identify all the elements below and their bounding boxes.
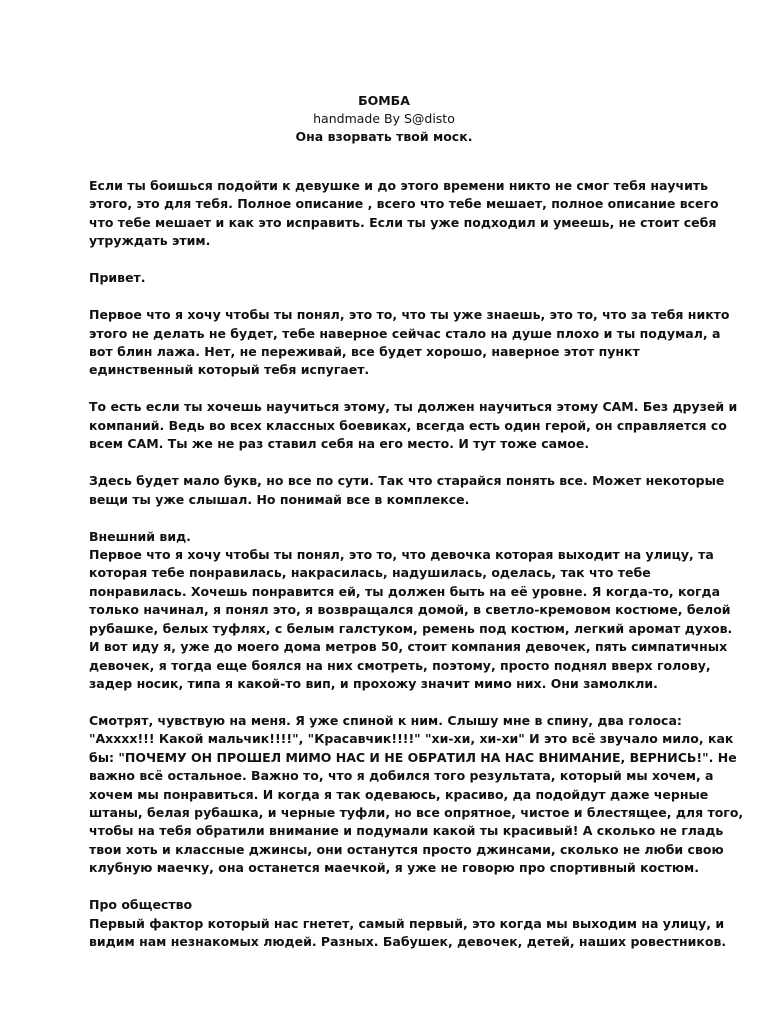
text-line: Про общество (89, 897, 193, 913)
document-body (89, 177, 744, 970)
text-line: Первый фактор который нас гнетет, самый первый, это когда мы выходим на улицу, и (89, 915, 725, 931)
text-line: Если ты боишься подойти к девушке и до этого времени никто не смог тебя научить (89, 178, 709, 193)
document-header (0, 92, 768, 146)
text-line: всем САМ. Ты же не раз ставил себя на его место. И тут тоже самое. (89, 436, 590, 452)
paragraph (89, 398, 738, 453)
text-line: понравилась. Хочешь понравится ей, ты должен быть на её уровне. Я когда-то, когда (89, 583, 721, 599)
text-line: клубную маечку, она останется маечкой, я уже не говорю про спортивный костюм. (89, 860, 699, 876)
paragraph (89, 269, 689, 287)
text-line: штаны, белая рубашка, и черные туфли, но все опрятное, чистое и блестящее, для того, (89, 804, 744, 820)
text-line: только начинал, я понял это, я возвращался домой, в светло-кремовом костюме, белой (89, 602, 731, 618)
text-line: вещи ты уже слышал. Но понимай все в комплексе. (89, 491, 470, 507)
document-title: БОМБА (358, 93, 410, 108)
text-line: видим нам незнакомых людей. Разных. Бабушек, девочек, детей, наших ровестников. (89, 933, 727, 949)
text-line: "Ахххх!!! Какой мальчик!!!!", "Красавчик!!!!" "хи-хи, хи-хи" И это всё звучало мило, как (89, 731, 734, 747)
text-line: вот блин лажа. Нет, не переживай, все будет хорошо, наверное этот пункт (89, 344, 640, 360)
document-tagline: Она взорвать твой моск. (295, 129, 473, 144)
text-line: То есть если ты хочешь научиться этому, ты должен научиться этому САМ. Без друзей и (89, 399, 738, 415)
text-line: утруждать этим. (89, 233, 211, 249)
text-line: И вот иду я, уже до моего дома метров 50, стоит компания девочек, пять симпатичных (89, 639, 728, 655)
text-line: компаний. Ведь во всех классных боевиках, всегда есть один герой, он справляется со (89, 417, 727, 433)
paragraph (89, 306, 730, 380)
text-line: этого, это для тебя. Полное описание , всего что тебе мешает, полное описание всего (89, 196, 719, 212)
text-line: Первое что я хочу чтобы ты понял, это то, что девочка которая выходит на улицу, та (89, 547, 714, 563)
text-line: единственный который тебя испугает. (89, 362, 370, 378)
text-line: задер носик, типа я какой-то вип, и прохожу значит мимо них. Они замолкли. (89, 675, 658, 691)
text-line: Внешний вид. (89, 528, 191, 544)
text-line: Привет. (89, 270, 146, 286)
text-line: Здесь будет мало букв, но все по сути. Так что старайся понять все. Может некоторые (89, 473, 725, 489)
paragraph (89, 896, 727, 951)
text-line: рубашке, белых туфлях, с белым галстуком, ремень под костюм, легкий аромат духов. (89, 620, 733, 636)
paragraph (89, 177, 719, 251)
paragraph (89, 712, 744, 878)
paragraph (89, 528, 733, 694)
text-line: чтобы на тебя обратили внимание и подумали какой ты красивый! А сколько не гладь (89, 823, 724, 839)
text-line: Смотрят, чувствую на меня. Я уже спиной к ним. Слышу мне в спину, два голоса: (89, 712, 682, 728)
text-line: этого не делать не будет, тебе наверное сейчас стало на душе плохо и ты подумал, а (89, 325, 721, 341)
text-line: девочек, я тогда еще боялся на них смотреть, поэтому, просто поднял вверх голову, (89, 657, 711, 673)
text-line: бы: "ПОЧЕМУ ОН ПРОШЕЛ МИМО НАС И НЕ ОБРАТИЛ НА НАС ВНИМАНИЕ, ВЕРНИСЬ!". Не (89, 749, 737, 765)
text-line: что тебе мешает и как это исправить. Если ты уже подходил и умеешь, не стоит себя (89, 214, 717, 230)
text-line: Первое что я хочу чтобы ты понял, это то, что ты уже знаешь, это то, что за тебя никто (89, 307, 730, 323)
paragraph (89, 472, 725, 509)
text-line: которая тебе понравилась, накрасилась, надушилась, оделась, так что тебе (89, 565, 651, 581)
document-byline: handmade By S@disto (313, 111, 455, 126)
text-line: важно всё остальное. Важно то, что я добился того результата, который мы хочем, а (89, 768, 714, 784)
text-line: твои хоть и классные джинсы, они останутся просто джинсами, сколько не люби свою (89, 841, 724, 857)
text-line: хочем мы понравиться. И когда я так одеваюсь, красиво, да подойдут даже черные (89, 786, 709, 802)
